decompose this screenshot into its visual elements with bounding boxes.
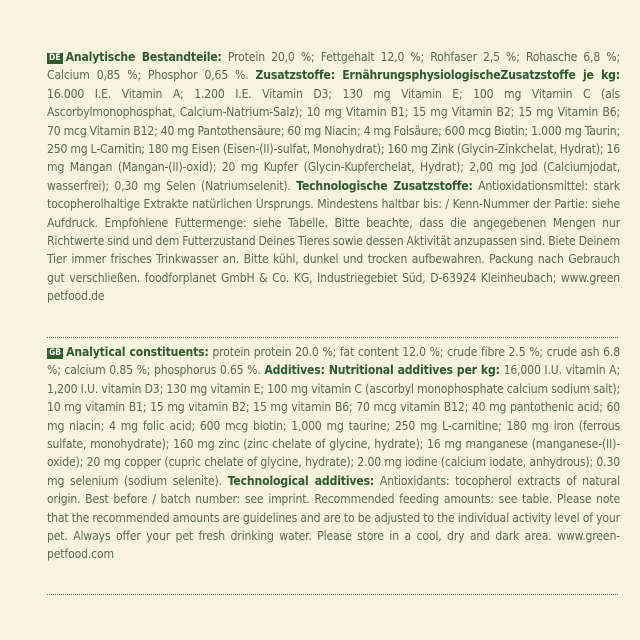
additives-text-gb: 16,000 I.U. vitamin A; 1,200 I.U. vitamin D3; 130 mg vitamin E; 100 mg vitamin C (ascorbyl monophosphate calcium sodium salt); 10 mg vitamin B1; 15 mg vitamin B2; 15 mg vitamin B6; 70 mcg vitamin B12; 40 mg pantothenic acid; 60 mg niacin; 4 mg folic acid; 600 mcg biotin; 1,000 mg taurine; 250 mg L-carnitine; 180 mg iron (ferrous sulfate, monohydrate); 160 mg zinc (zinc chelate of glycine, hydrate); 16 mg manganese (manganese-(II)-oxide); 20 mg copper (cupric chelate of glycine, hydrate); 2.00 mg iodine (calcium iodate, anhydrous); 0.30 mg selenium (sodium selenite). [47, 363, 620, 488]
english-section [47, 343, 620, 564]
analytical-text-de: Protein 20,0 %; Fettgehalt 12,0 %; Rohfaser 2,5 %; Rohasche 6,8 %; Calcium 0,85 %; Phosphor 0,65 %. [47, 50, 620, 83]
technological-text-de: Antioxidationsmittel: stark tocopherolhaltige Extrakte natürlichen Ursprungs. Mindestens haltbar bis: / Kenn-Nummer der Partie: siehe Aufdruck. Empfohlene Futtermenge: siehe Tabelle. Bitte beachte, dass die angegebenen Mengen nur Richtwerte sind und dem Futterzustand Deines Tieres sowie dessen Aktivität anzupassen sind. Biete Deinem Tier immer frisches Trinkwasser an. Bitte kühl, dunkel und trocken aufbewahren. Packung nach Gebrauch gut verschließen. foodforplanet GmbH & Co. KG, Industriegebiet Süd, D-63924 Kleinheubach; www.green petfood.de [47, 178, 621, 304]
language-badge-de: DE [49, 53, 61, 63]
additives-heading-de: Zusatzstoffe: ErnährungsphysiologischeZusatzstoffe je kg: [255, 68, 620, 83]
additives-text-de: 16.000 I.E. Vitamin A; 1.200 I.E. Vitamin D3; 130 mg Vitamin E; 100 mg Vitamin C (als Ascorbylmonophosphat, Calcium-Natrium-Salz); 10 mg Vitamin B1; 15 mg Vitamin B2; 15 mg Vitamin B6; 70 mcg Vitamin B12; 40 mg Pantothensäure; 60 mg Niacin; 4 mg Folsäure; 600 mcg Biotin; 1.000 mg Taurin; 250 mg L-Carnitin; 180 mg Eisen (Eisen-(II)-sulfat, Monohydrat); 160 mg Zink (Glycin-Zinkchelat, Hydrat); 16 mg Mangan (Mangan-(II)-oxid); 20 mg Kupfer (Glycin-Kupferchelat, Hydrat); 2,00 mg Jod (Calciumjodat, wasserfrei); 0,30 mg Selen (Natriumselenit). [47, 86, 620, 193]
german-section [47, 48, 620, 306]
section-divider [47, 337, 618, 338]
technological-heading-de: Technologische Zusatzstoffe: [296, 178, 473, 193]
technological-text-gb: Antioxidants: tocopherol extracts of natural origin. Best before / batch number: see imprint. Recommended feeding amounts: see table. Please note that the recommended amounts are guidelines and are to be adjusted to the individual activity level of your pet. Always offer your pet fresh drinking water. Please store in a cool, dry and dark area. www.green-petfood.com [47, 473, 620, 562]
analytical-heading-gb: Analytical constituents: [66, 345, 209, 359]
language-badge-gb: GB [49, 348, 62, 358]
analytical-text-gb: protein protein 20.0 %; fat content 12.0 %; crude fibre 2.5 %; crude ash 6.8 %; calcium 0.85 %; phosphorus 0.65 %. [47, 345, 620, 378]
technological-heading-gb: Technological additives: [227, 473, 375, 488]
analytical-heading-de: Analytische Bestandteile: [65, 50, 222, 64]
bottom-divider [47, 594, 618, 595]
additives-heading-gb: Additives: Nutritional additives per kg: [264, 363, 500, 378]
